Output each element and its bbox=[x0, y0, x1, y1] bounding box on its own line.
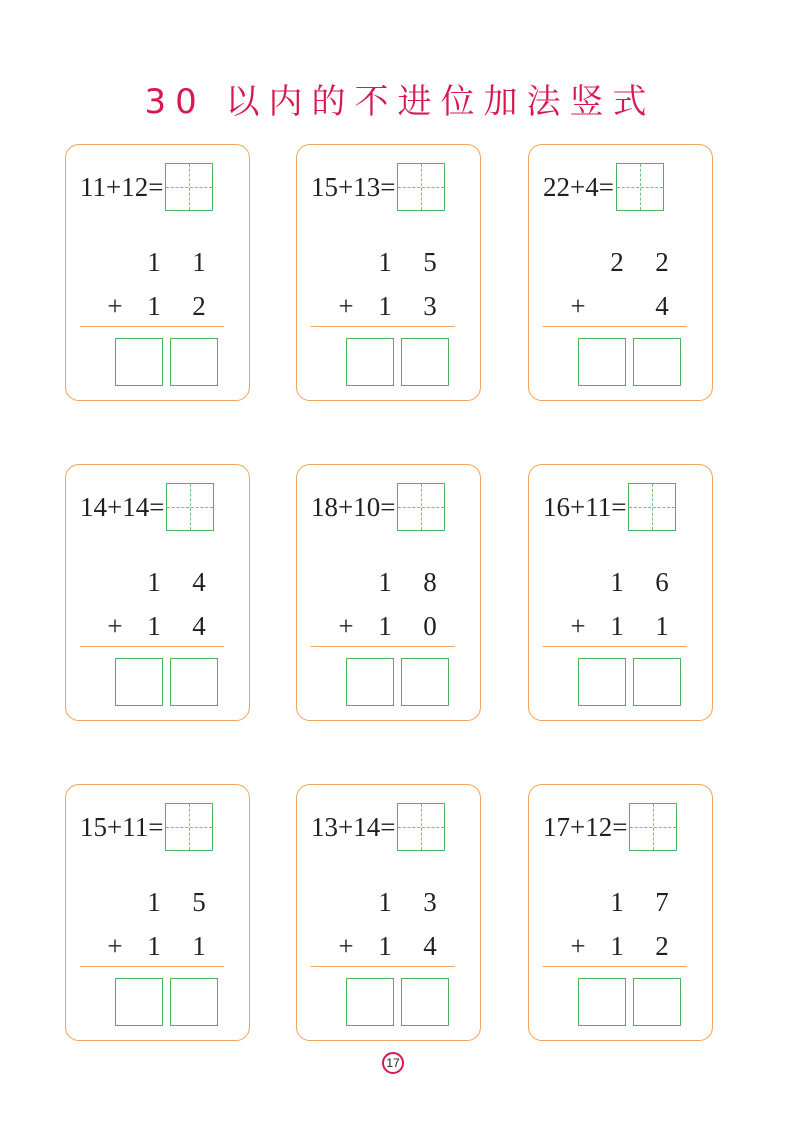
answer-grid-box[interactable] bbox=[165, 803, 213, 851]
addend-top-digit: 2 bbox=[655, 247, 669, 277]
addend-top-digit: 1 bbox=[378, 887, 392, 917]
answer-digit-box[interactable] bbox=[633, 338, 681, 386]
addend-bottom-digit: 2 bbox=[655, 931, 669, 961]
plus-sign: + bbox=[570, 611, 586, 641]
addend-top-digit: 1 bbox=[378, 567, 392, 597]
exercise-card bbox=[65, 144, 250, 401]
sum-rule-line bbox=[80, 966, 224, 967]
exercise-card bbox=[296, 144, 481, 401]
addend-bottom-digit: 1 bbox=[192, 931, 206, 961]
answer-digit-box[interactable] bbox=[578, 338, 626, 386]
answer-digit-box[interactable] bbox=[170, 658, 218, 706]
answer-grid-box[interactable] bbox=[165, 163, 213, 211]
equation-text: 11+12= bbox=[80, 172, 164, 202]
answer-grid-box[interactable] bbox=[397, 483, 445, 531]
answer-grid-box[interactable] bbox=[166, 483, 214, 531]
exercise-card bbox=[528, 144, 713, 401]
addend-bottom-digit: 4 bbox=[423, 931, 437, 961]
addend-bottom-digit: 1 bbox=[655, 611, 669, 641]
answer-grid-box[interactable] bbox=[616, 163, 664, 211]
addend-top-digit: 1 bbox=[610, 567, 624, 597]
addend-bottom-digit: 0 bbox=[423, 611, 437, 641]
answer-digit-box[interactable] bbox=[633, 978, 681, 1026]
exercise-card bbox=[296, 464, 481, 721]
answer-digit-box[interactable] bbox=[170, 978, 218, 1026]
addend-bottom-digit: 1 bbox=[378, 291, 392, 321]
addend-top-digit: 1 bbox=[147, 887, 161, 917]
addend-bottom-digit: 4 bbox=[192, 611, 206, 641]
addend-bottom-digit: 2 bbox=[192, 291, 206, 321]
plus-sign: + bbox=[107, 291, 123, 321]
addend-top-digit: 1 bbox=[147, 567, 161, 597]
exercise-card bbox=[296, 784, 481, 1041]
answer-digit-box[interactable] bbox=[633, 658, 681, 706]
addend-top-digit: 1 bbox=[147, 247, 161, 277]
answer-digit-box[interactable] bbox=[578, 978, 626, 1026]
equation-text: 18+10= bbox=[311, 492, 396, 522]
equation-text: 14+14= bbox=[80, 492, 165, 522]
addend-bottom-digit: 1 bbox=[147, 291, 161, 321]
equation-text: 16+11= bbox=[543, 492, 627, 522]
answer-digit-box[interactable] bbox=[346, 978, 394, 1026]
addend-bottom-digit: 1 bbox=[378, 611, 392, 641]
addend-bottom-digit: 1 bbox=[378, 931, 392, 961]
equation-text: 13+14= bbox=[311, 812, 396, 842]
sum-rule-line bbox=[311, 326, 455, 327]
addend-bottom-digit: 1 bbox=[147, 931, 161, 961]
answer-grid-box[interactable] bbox=[629, 803, 677, 851]
answer-grid-box[interactable] bbox=[628, 483, 676, 531]
sum-rule-line bbox=[543, 966, 687, 967]
answer-digit-box[interactable] bbox=[115, 978, 163, 1026]
equation-text: 15+11= bbox=[80, 812, 164, 842]
plus-sign: + bbox=[570, 931, 586, 961]
plus-sign: + bbox=[338, 611, 354, 641]
equation-text: 22+4= bbox=[543, 172, 614, 202]
addend-bottom-digit: 1 bbox=[147, 611, 161, 641]
sum-rule-line bbox=[80, 326, 224, 327]
plus-sign: + bbox=[107, 611, 123, 641]
answer-digit-box[interactable] bbox=[578, 658, 626, 706]
answer-digit-box[interactable] bbox=[170, 338, 218, 386]
exercise-card bbox=[65, 464, 250, 721]
addend-bottom-digit: 4 bbox=[655, 291, 669, 321]
answer-digit-box[interactable] bbox=[115, 338, 163, 386]
answer-digit-box[interactable] bbox=[346, 658, 394, 706]
sum-rule-line bbox=[543, 646, 687, 647]
answer-digit-box[interactable] bbox=[401, 338, 449, 386]
answer-digit-box[interactable] bbox=[401, 978, 449, 1026]
addend-bottom-digit: 1 bbox=[610, 611, 624, 641]
page-number: 17 bbox=[382, 1052, 404, 1074]
sum-rule-line bbox=[311, 966, 455, 967]
plus-sign: + bbox=[338, 291, 354, 321]
equation-text: 17+12= bbox=[543, 812, 628, 842]
addend-top-digit: 5 bbox=[192, 887, 206, 917]
plus-sign: + bbox=[107, 931, 123, 961]
addend-top-digit: 7 bbox=[655, 887, 669, 917]
addend-top-digit: 5 bbox=[423, 247, 437, 277]
answer-grid-box[interactable] bbox=[397, 163, 445, 211]
addend-top-digit: 4 bbox=[192, 567, 206, 597]
addend-top-digit: 2 bbox=[610, 247, 624, 277]
addend-top-digit: 1 bbox=[610, 887, 624, 917]
exercise-card bbox=[528, 464, 713, 721]
sum-rule-line bbox=[543, 326, 687, 327]
addend-top-digit: 1 bbox=[378, 247, 392, 277]
sum-rule-line bbox=[80, 646, 224, 647]
addend-bottom-digit: 3 bbox=[423, 291, 437, 321]
sum-rule-line bbox=[311, 646, 455, 647]
answer-digit-box[interactable] bbox=[115, 658, 163, 706]
plus-sign: + bbox=[570, 291, 586, 321]
addend-top-digit: 8 bbox=[423, 567, 437, 597]
exercise-card bbox=[528, 784, 713, 1041]
addend-bottom-digit: 1 bbox=[610, 931, 624, 961]
answer-digit-box[interactable] bbox=[346, 338, 394, 386]
plus-sign: + bbox=[338, 931, 354, 961]
answer-grid-box[interactable] bbox=[397, 803, 445, 851]
addend-top-digit: 6 bbox=[655, 567, 669, 597]
answer-digit-box[interactable] bbox=[401, 658, 449, 706]
page-title: 30 以内的不进位加法竖式 bbox=[144, 82, 656, 122]
addend-top-digit: 1 bbox=[192, 247, 206, 277]
equation-text: 15+13= bbox=[311, 172, 396, 202]
exercise-card bbox=[65, 784, 250, 1041]
addend-top-digit: 3 bbox=[423, 887, 437, 917]
